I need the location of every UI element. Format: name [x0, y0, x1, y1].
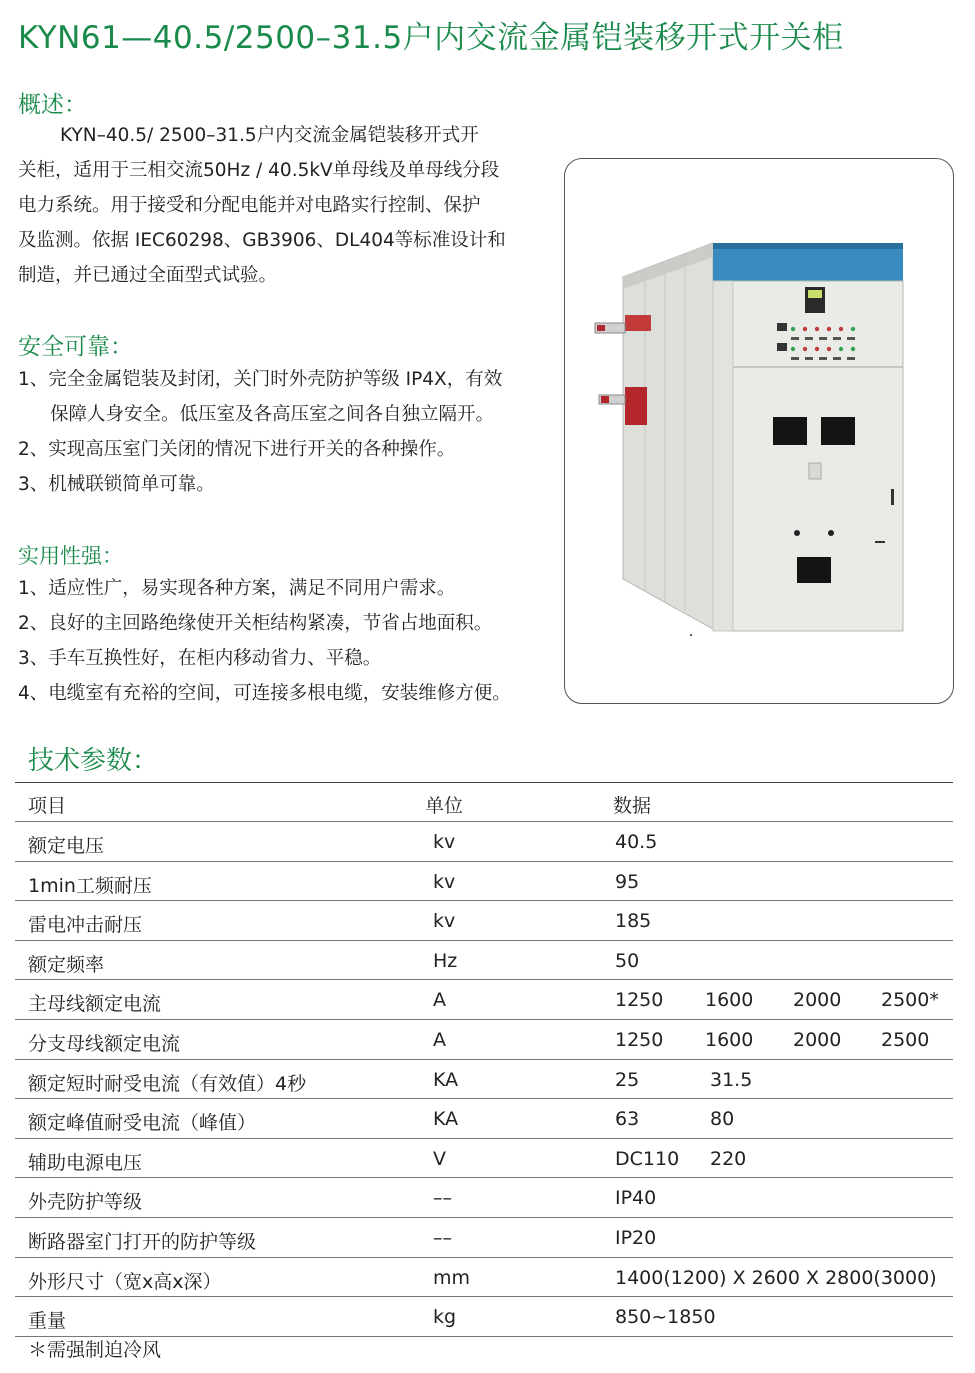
table-row — [15, 941, 953, 981]
cell-value: 95 — [615, 870, 640, 893]
tech-table — [15, 782, 953, 1337]
cell-value: IP40 — [615, 1187, 657, 1210]
column-header-item: 项目 — [28, 795, 67, 817]
cell-unit: A — [433, 989, 446, 1012]
overview-line: 及监测。依据 IEC60298、GB3906、DL404等标准设计和 — [18, 230, 506, 251]
cell-item: 辅助电源电压 — [28, 1151, 143, 1174]
cell-unit: kv — [433, 870, 456, 893]
cell-item: 雷电冲击耐压 — [28, 914, 143, 937]
cell-unit: Hz — [433, 949, 458, 972]
list-item: 4、电缆室有充裕的空间，可连接多根电缆，安装维修方便。 — [18, 683, 511, 704]
overview-line: 制造，并已通过全面型式试验。 — [18, 265, 278, 286]
cell-item: 重量 — [28, 1310, 67, 1333]
table-row — [15, 862, 953, 902]
cell-unit: V — [433, 1147, 446, 1170]
footnote: ＊需强制迫冷风 — [28, 1339, 162, 1361]
practical-list — [18, 571, 578, 711]
cell-unit: mm — [433, 1266, 471, 1289]
cell-value: 80 — [710, 1108, 735, 1131]
cell-item: 主母线额定电流 — [28, 993, 162, 1016]
list-item: 保障人身安全。低压室及各高压室之间各自独立隔开。 — [50, 404, 495, 425]
table-body — [15, 822, 953, 1337]
overview-line: KYN–40.5∕ 2500–31.5户内交流金属铠装移开式开 — [60, 125, 479, 146]
cell-unit: KA — [433, 1068, 459, 1091]
table-row — [15, 980, 953, 1020]
cell-unit: kv — [433, 910, 456, 933]
table-header — [15, 783, 953, 822]
table-row — [15, 1258, 953, 1298]
table-row — [15, 1020, 953, 1060]
cell-value: DC110 — [615, 1147, 680, 1170]
cell-item: 外形尺寸（宽x高x深） — [28, 1270, 222, 1293]
cell-value: 1250 — [615, 989, 664, 1012]
list-item: 3、机械联锁简单可靠。 — [18, 474, 215, 495]
overview-paragraph — [18, 118, 548, 293]
cell-unit: –– — [433, 1187, 452, 1210]
list-item: 1、适应性广，易实现各种方案，满足不同用户需求。 — [18, 578, 456, 599]
cell-value: 31.5 — [710, 1068, 753, 1091]
overview-line: 电力系统。用于接受和分配电能并对电路实行控制、保护 — [18, 195, 481, 216]
cell-value: 2000 — [793, 989, 842, 1012]
overview-line: 关柜，适用于三相交流50Hz / 40.5kV单母线及单母线分段 — [18, 160, 500, 181]
cell-unit: A — [433, 1028, 446, 1051]
cell-item: 1min工频耐压 — [28, 874, 152, 897]
cell-item: 外壳防护等级 — [28, 1191, 143, 1214]
page-title: KYN61—40.5/2500–31.5户内交流金属铠装移开式开关柜 — [18, 20, 844, 56]
safety-heading: 安全可靠： — [18, 334, 133, 360]
cell-value: 1600 — [705, 989, 754, 1012]
cell-unit: kv — [433, 831, 456, 853]
insulator-lower — [625, 387, 647, 425]
cell-value: 40.5 — [615, 831, 658, 853]
column-header-unit: 单位 — [425, 795, 464, 817]
cell-unit: kg — [433, 1306, 457, 1329]
cell-value: 1600 — [705, 1028, 754, 1051]
table-row — [15, 1218, 953, 1258]
cell-item: 额定峰值耐受电流（峰值） — [28, 1112, 257, 1135]
cell-value: 2500* — [881, 989, 939, 1012]
cell-value: 850~1850 — [615, 1306, 716, 1329]
cell-item: 额定频率 — [28, 953, 105, 976]
list-item: 2、实现高压室门关闭的情况下进行开关的各种操作。 — [18, 439, 456, 460]
cell-value: 1250 — [615, 1028, 664, 1051]
cell-value: 25 — [615, 1068, 640, 1091]
cell-item: 额定短时耐受电流（有效值）4秒 — [28, 1072, 307, 1095]
table-row — [15, 822, 953, 862]
table-row — [15, 1297, 953, 1337]
table-row — [15, 1139, 953, 1179]
column-header-data: 数据 — [613, 795, 652, 817]
cell-value: 50 — [615, 949, 640, 972]
product-photo — [564, 158, 954, 704]
cell-value: IP20 — [615, 1226, 657, 1249]
cell-value: 220 — [710, 1147, 747, 1170]
table-row — [15, 901, 953, 941]
cell-unit: KA — [433, 1108, 459, 1131]
cell-unit: –– — [433, 1226, 452, 1249]
cell-item: 额定电压 — [28, 835, 105, 857]
cell-item: 断路器室门打开的防护等级 — [28, 1230, 257, 1253]
table-row — [15, 1060, 953, 1100]
cell-value: 1400(1200) X 2600 X 2800(3000) — [615, 1266, 937, 1289]
table-row — [15, 1178, 953, 1218]
list-item: 1、完全金属铠装及封闭，关门时外壳防护等级 IP4X，有效 — [18, 369, 503, 390]
overview-heading: 概述： — [18, 92, 87, 118]
list-item: 2、良好的主回路绝缘使开关柜结构紧凑，节省占地面积。 — [18, 613, 493, 634]
safety-list — [18, 362, 548, 502]
cell-value: 2000 — [793, 1028, 842, 1051]
cell-value: 63 — [615, 1108, 640, 1131]
insulator-upper — [625, 315, 651, 331]
list-item: 3、手车互换性好，在柜内移动省力、平稳。 — [18, 648, 382, 669]
tech-heading: 技术参数： — [28, 746, 159, 776]
table-row — [15, 1099, 953, 1139]
cell-item: 分支母线额定电流 — [28, 1032, 181, 1055]
cell-value: 185 — [615, 910, 652, 933]
cell-value: 2500 — [881, 1028, 930, 1051]
switchgear-illustration — [565, 159, 953, 703]
practical-heading: 实用性强： — [18, 544, 123, 568]
